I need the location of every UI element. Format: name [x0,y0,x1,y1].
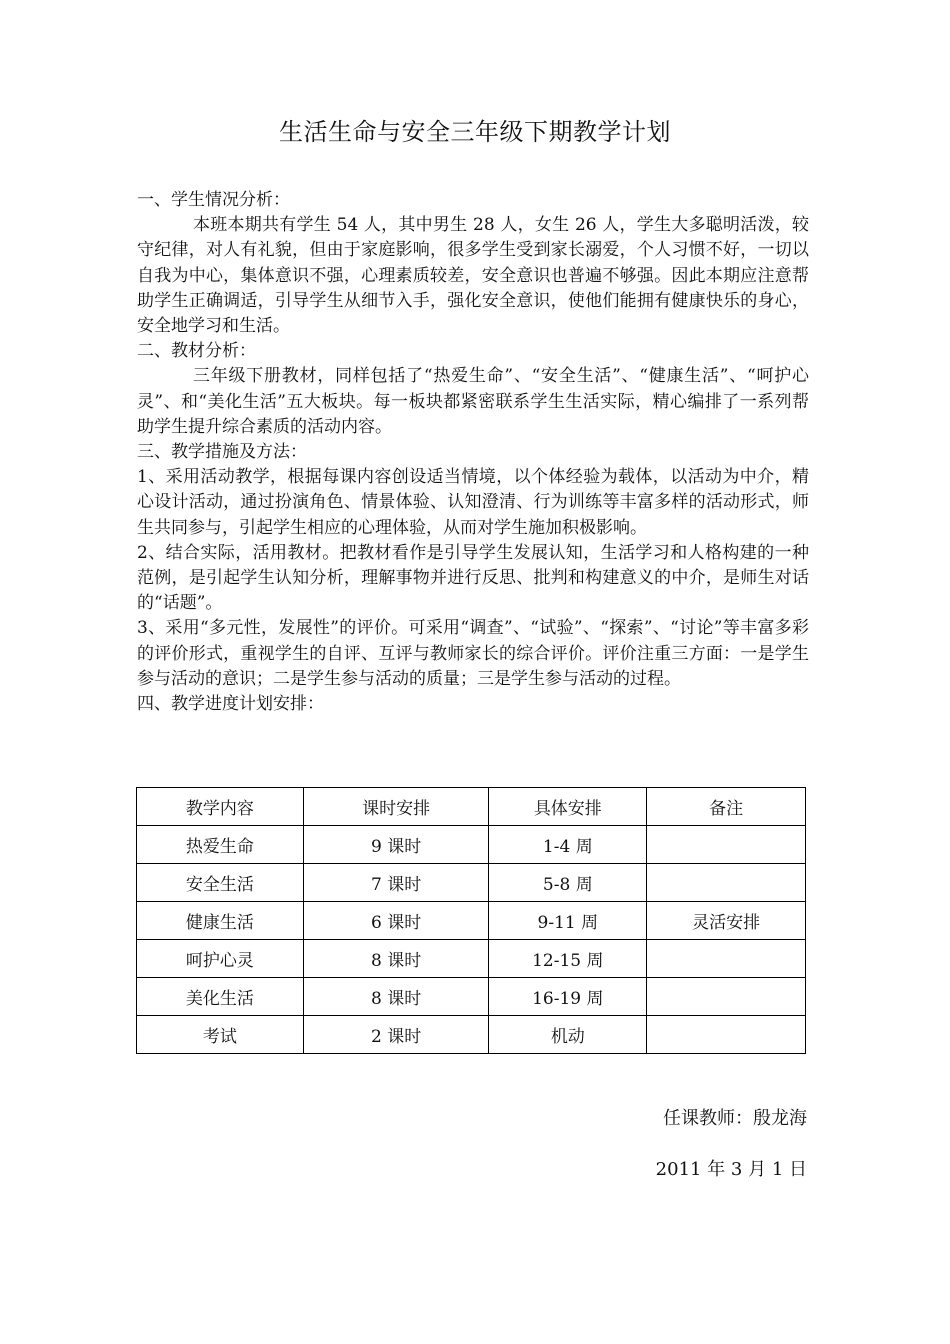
paragraph-student-analysis: 本班本期共有学生 54 人，其中男生 28 人，女生 26 人，学生大多聪明活泼，较守纪律，对人有礼貌，但由于家庭影响，很多学生受到家长溺爱，个人习惯不好，一切以自我为中心，集体意识不强，心理素质较差，安全意识也普遍不够强。因此本期应注意帮助学生正确调适，引导学生从细节入手，强化安全意识，使他们能拥有健康快乐的身心，安全地学习和生活。 [137,215,809,337]
table-cell: 机动 [489,1016,647,1054]
table-cell: 8 课时 [303,940,489,978]
heading-textbook-analysis: 二、教材分析： [137,341,256,362]
schedule-table [136,787,806,1054]
table-cell: 1-4 周 [489,826,647,864]
heading-student-analysis: 一、学生情况分析： [137,190,290,210]
table-header-cell: 课时安排 [303,788,489,826]
table-cell: 灵活安排 [647,902,806,940]
table-cell: 8 课时 [303,978,489,1016]
table-row [137,978,806,1016]
table-cell: 12-15 周 [489,940,647,978]
paragraph-measure-3: 3、采用“多元性，发展性”的评价。可采用“调查”、“试验”、“探索”、“讨论”等丰富多彩的评价形式，重视学生的自评、互评与教师家长的综合评价。评价注重三方面：一是学生参与活动的意识；二是学生参与活动的质量；三是学生参与活动的过程。 [137,618,809,689]
table-cell: 热爱生命 [137,826,304,864]
table-header-cell: 备注 [647,788,806,826]
table-header-row [137,788,806,826]
table-row [137,1016,806,1054]
table-cell: 美化生活 [137,978,304,1016]
document-date: 2011 年 3 月 1 日 [655,1159,807,1180]
table-cell [647,826,806,864]
table-cell: 2 课时 [303,1016,489,1054]
table-row [137,940,806,978]
table-cell: 6 课时 [303,902,489,940]
table-row [137,826,806,864]
table-cell [647,864,806,902]
table-cell: 9-11 周 [489,902,647,940]
table-cell: 9 课时 [303,826,489,864]
table-cell: 7 课时 [303,864,489,902]
table-header-cell: 具体安排 [489,788,647,826]
heading-schedule: 四、教学进度计划安排： [137,694,324,715]
table-cell [647,978,806,1016]
table-row [137,902,806,940]
table-cell: 考试 [137,1016,304,1054]
table-cell [647,1016,806,1054]
heading-teaching-measures: 三、教学措施及方法： [137,442,307,463]
table-cell: 5-8 周 [489,864,647,902]
paragraph-textbook-analysis: 三年级下册教材，同样包括了“热爱生命”、“安全生活”、“健康生活”、“呵护心灵”、和“美化生活”五大板块。每一板块都紧密联系学生生活实际，精心编排了一系列帮助学生提升综合素质的活动内容。 [137,366,809,437]
table-header-cell: 教学内容 [137,788,304,826]
paragraph-measure-2: 2、结合实际，活用教材。把教材看作是引导学生发展认知，生活学习和人格构建的一种范例，是引起学生认知分析，理解事物并进行反思、批判和构建意义的中介，是师生对话的“话题”。 [137,542,809,614]
table-cell [647,940,806,978]
paragraph-measure-1: 1、采用活动教学，根据每课内容创设适当情境，以个体经验为载体，以活动为中介，精心设计活动，通过扮演角色、情景体验、认知澄清、行为训练等丰富多样的活动形式，师生共同参与，引起学生相应的心理体验，从而对学生施加积极影响。 [137,467,809,538]
table-cell: 安全生活 [137,864,304,902]
table-row [137,864,806,902]
teacher-signature: 任课教师：殷龙海 [663,1108,807,1129]
table-cell: 健康生活 [137,902,304,940]
document-body [137,188,809,717]
document-title: 生活生命与安全三年级下期教学计划 [279,118,671,146]
table-cell: 16-19 周 [489,978,647,1016]
table-cell: 呵护心灵 [137,940,304,978]
